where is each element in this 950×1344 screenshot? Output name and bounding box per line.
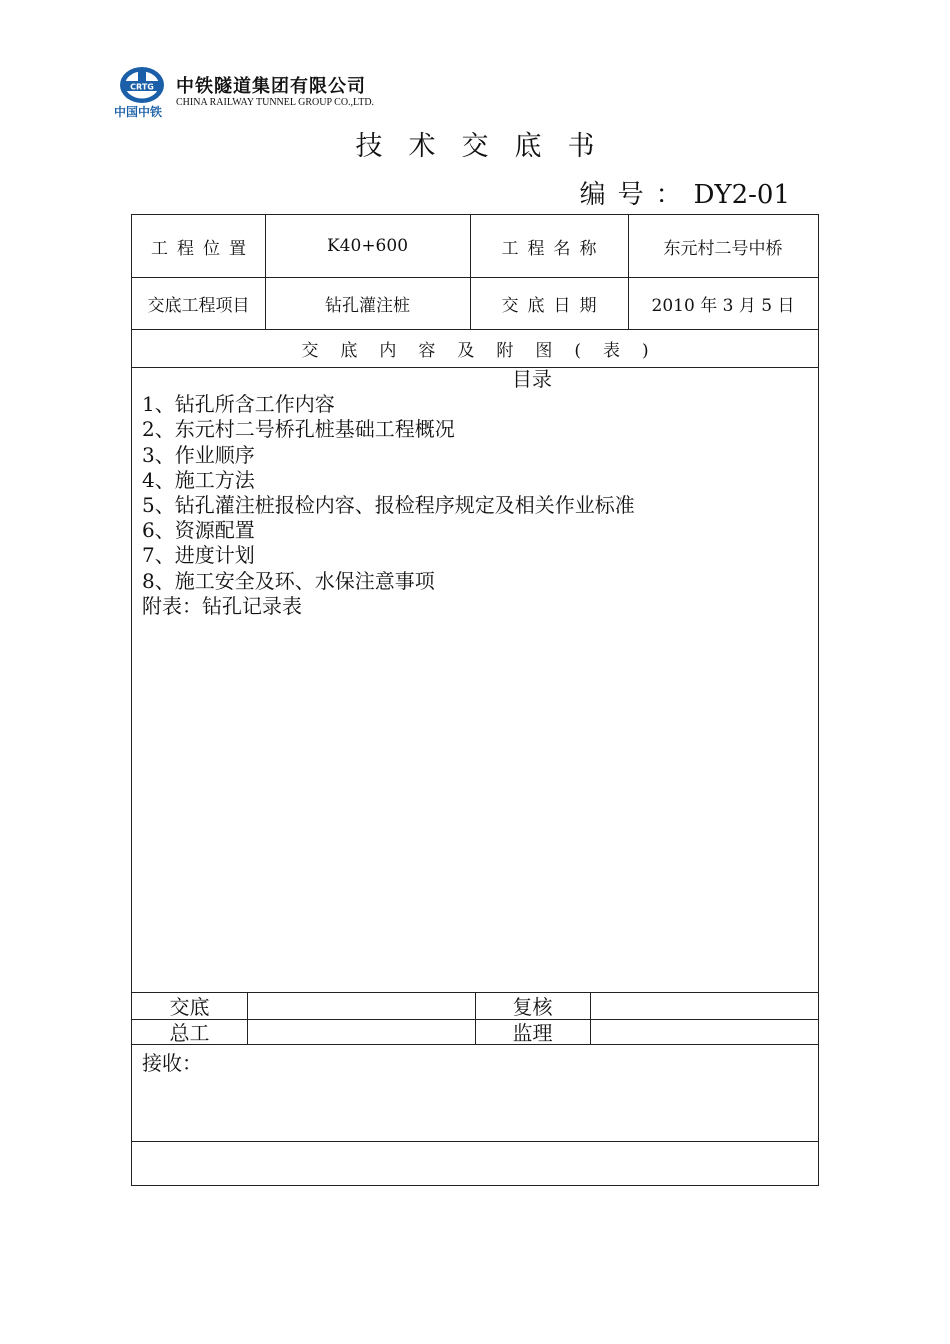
chief-engineer-label: 总工 bbox=[169, 1021, 210, 1045]
project-name-label: 工程名称 bbox=[501, 238, 606, 259]
location-value: K40+600 bbox=[326, 236, 409, 256]
company-name-cn: 中铁隧道集团有限公司 bbox=[176, 76, 366, 97]
project-name-value: 东元村二号中桥 bbox=[663, 238, 783, 259]
toc-item: 2、东元村二号桥孔桩基础工程概况 bbox=[142, 417, 455, 442]
item-label: 交底工程项目 bbox=[147, 295, 250, 316]
receive-label: 接收： bbox=[142, 1051, 202, 1075]
toc-item: 附表：钻孔记录表 bbox=[142, 593, 302, 618]
toc-title: 目录 bbox=[512, 367, 552, 391]
document-number bbox=[580, 174, 790, 211]
toc-item: 3、作业顺序 bbox=[142, 442, 255, 467]
toc-item: 1、钻孔所含工作内容 bbox=[142, 392, 335, 417]
logo-cn-small: 中国中铁 bbox=[114, 105, 163, 119]
handover-table bbox=[131, 214, 819, 1186]
content-header: 交底内容及附图(表) bbox=[301, 340, 671, 361]
location-label: 工程位置 bbox=[151, 238, 255, 259]
supervisor-signature-field bbox=[590, 1019, 818, 1044]
document-title: 技术交底书 bbox=[355, 131, 621, 162]
company-logo bbox=[112, 64, 412, 124]
toc-item: 8、施工安全及环、水保注意事项 bbox=[142, 568, 435, 593]
toc-item: 5、钻孔灌注桩报检内容、报检程序规定及相关作业标准 bbox=[142, 493, 635, 518]
logo-abbr: CRTG bbox=[130, 82, 154, 92]
company-name-en: CHINA RAILWAY TUNNEL GROUP CO.,LTD. bbox=[176, 97, 375, 108]
toc-item: 6、资源配置 bbox=[142, 518, 255, 543]
date-value: 2010 年 3 月 5 日 bbox=[651, 295, 795, 316]
toc-list bbox=[142, 392, 802, 619]
item-value: 钻孔灌注桩 bbox=[325, 295, 410, 316]
handover-label: 交底 bbox=[169, 995, 210, 1019]
document-number-label: 编号： bbox=[579, 180, 694, 210]
content-body bbox=[142, 367, 802, 619]
supervisor-label: 监理 bbox=[512, 1021, 553, 1045]
document-number-value: DY2-01 bbox=[693, 180, 790, 210]
date-label: 交底日期 bbox=[501, 295, 606, 316]
crtg-logo-icon bbox=[118, 66, 166, 106]
handover-signature-field bbox=[247, 992, 475, 1019]
review-label: 复核 bbox=[512, 995, 553, 1019]
chief-engineer-signature-field bbox=[247, 1019, 475, 1044]
review-signature-field bbox=[590, 992, 818, 1019]
toc-item: 7、进度计划 bbox=[142, 543, 255, 568]
toc-item: 4、施工方法 bbox=[142, 467, 255, 492]
